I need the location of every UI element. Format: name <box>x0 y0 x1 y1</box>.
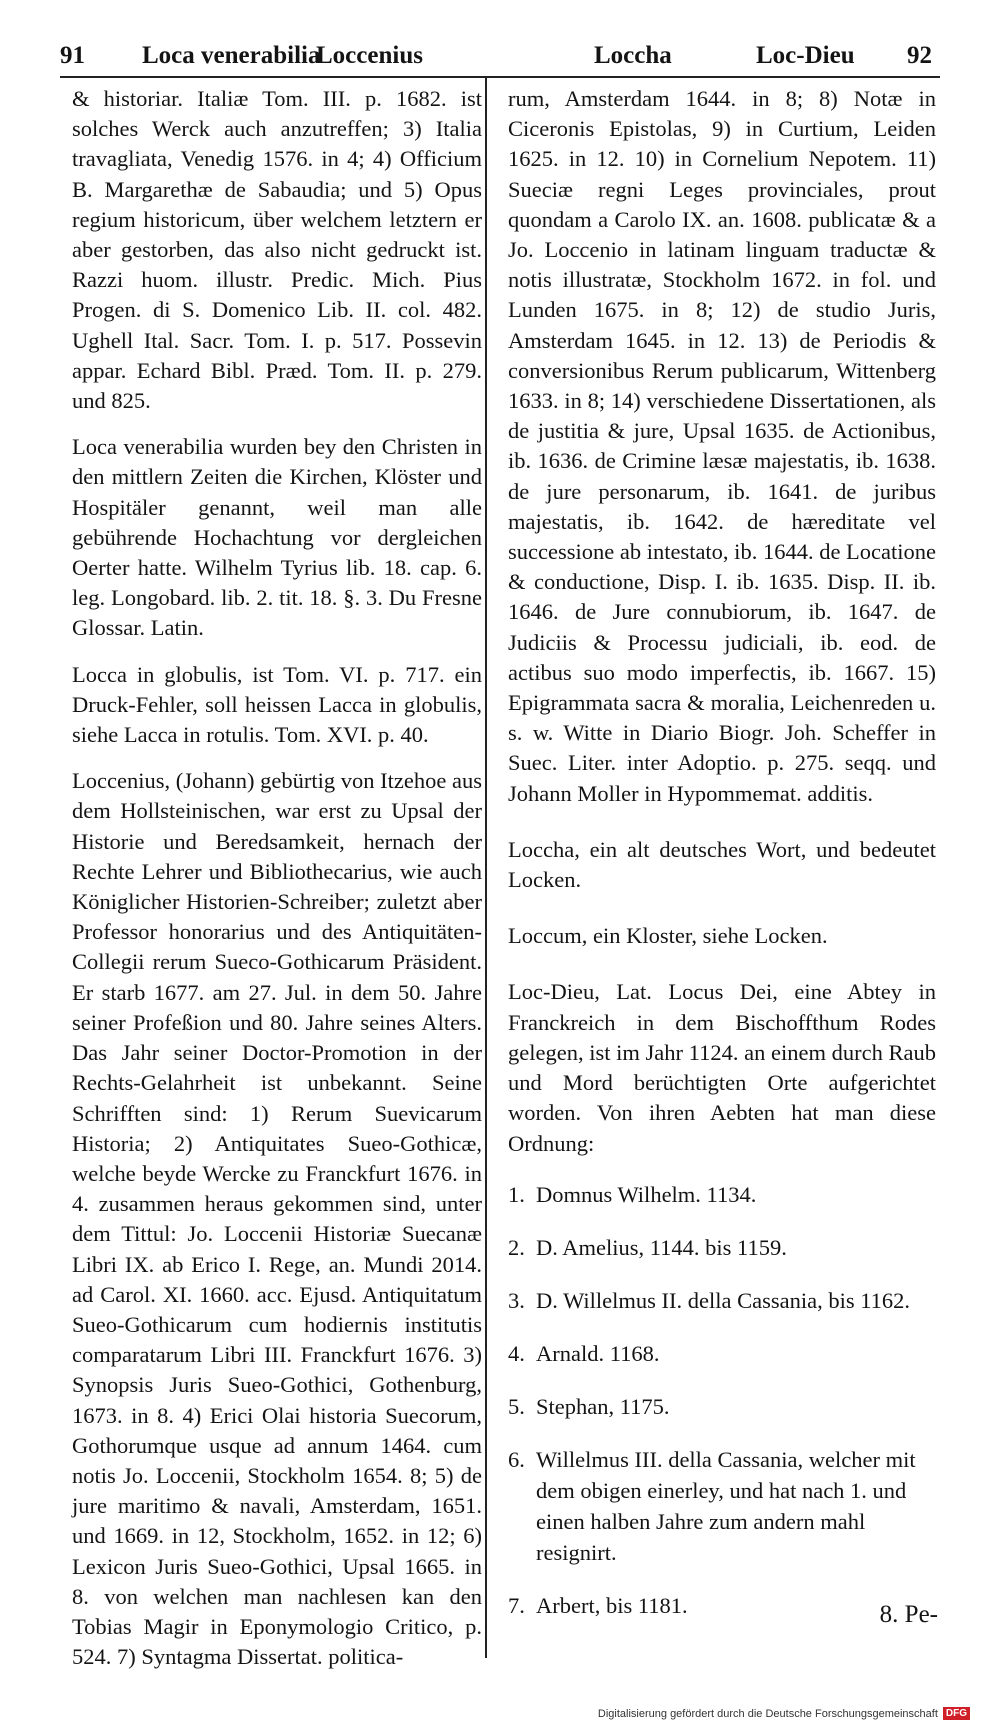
list-text: D. Willelmus II. della Cassania, bis 1162. <box>536 1287 911 1313</box>
entry-loc-dieu: Loc-Dieu, Lat. Locus Dei, eine Abtey in Franckreich in dem Bischoffthum Rodes gelegen, ist im Jahr 1124. an einem durch Raub und Mord berüchtigten Orte aufgerichtet worden. Von ihren Aebten hat man diese Ordnung: <box>508 979 936 1156</box>
page-number-left: 91 <box>60 42 85 69</box>
column-divider <box>485 78 487 1658</box>
footer <box>598 1707 970 1720</box>
list-item <box>508 1232 936 1263</box>
list-item <box>508 1179 936 1210</box>
abbots-list <box>508 1179 936 1621</box>
right-column <box>508 84 936 1643</box>
list-number: 4. <box>508 1340 525 1366</box>
list-number: 3. <box>508 1287 525 1313</box>
list-number: 5. <box>508 1393 525 1419</box>
list-item <box>508 1338 936 1369</box>
left-column <box>72 84 482 1672</box>
list-number: 2. <box>508 1234 525 1260</box>
entry-continuation: & historiar. Italiæ Tom. III. p. 1682. ist solches Werck auch anzutreffen; 3) Italia travagliata, Venedig 1576. in 4; 4) Officium B. Margarethæ de Sabaudia; und 5) Opus regium historicum, über welchem letztern er aber gestorben, das also nicht gedruckt ist. Razzi huom. illustr. Predic. Mich. Pius Progen. di S. Domenico Lib. II. col. 482. Ughell Ital. Sacr. Tom. I. p. 517. Possevin appar. Echard Bibl. Præd. Tom. II. p. 279. und 825. <box>72 86 482 414</box>
list-number: 6. <box>508 1446 525 1472</box>
entry-locca-in-globulis: Locca in globulis, ist Tom. VI. p. 717. ein Druck-Fehler, soll heissen Lacca in globulis, siehe Lacca in rotulis. Tom. XVI. p. 40. <box>72 661 482 748</box>
list-item <box>508 1285 936 1316</box>
dfg-logo: DFG <box>943 1707 970 1720</box>
list-item <box>508 1444 936 1568</box>
footer-text: Digitalisierung gefördert durch die Deutsche Forschungsgemeinschaft <box>597 1707 938 1720</box>
page-number-right: 92 <box>907 42 932 69</box>
running-head-right-1: Loccha <box>594 42 672 69</box>
entry-loccha: Loccha, ein alt deutsches Wort, und bedeutet Locken. <box>508 836 936 893</box>
list-text: Arnald. 1168. <box>536 1340 660 1366</box>
entry-loccum: Loccum, ein Kloster, siehe Locken. <box>508 923 828 949</box>
catchword: 8. Pe- <box>879 1601 938 1628</box>
running-head-left-2: Loccenius <box>316 42 423 69</box>
list-text: Domnus Wilhelm. 1134. <box>536 1181 757 1207</box>
list-text: D. Amelius, 1144. bis 1159. <box>536 1234 787 1260</box>
running-head-left-1: Loca venerabilia <box>142 42 321 69</box>
list-number: 1. <box>508 1181 525 1207</box>
entry-loca-venerabilia: Loca venerabilia wurden bey den Christen in den mittlern Zeiten die Kirchen, Klöster und Hospitäler genannt, weil man alle gebührende Hochachtung vor dergleichen Oerter hatte. Wilhelm Tyrius lib. 18. cap. 6. leg. Longobard. lib. 2. tit. 18. §. 3. Du Fresne Glossar. Latin. <box>72 434 482 641</box>
list-item <box>508 1391 936 1422</box>
list-item <box>508 1590 936 1621</box>
list-text: Arbert, bis 1181. <box>536 1592 688 1618</box>
list-number: 7. <box>508 1592 525 1618</box>
entry-loccenius: Loccenius, (Johann) gebürtig von Itzehoe aus dem Hollsteinischen, war erst zu Upsal der Historie und Beredsamkeit, hernach der Rechte Lehrer und Bibliothecarius, wie auch Königlicher Historien-Schreiber; zuletzt aber Professor honorarius und des Antiquitäten-Collegii rerum Sueco-Gothicarum Präsident. Er starb 1677. am 27. Jul. in dem 50. Jahre seiner Profeßion und 80. Jahre seines Alters. Das Jahr seiner Doctor-Promotion in der Rechts-Gelahrheit ist unbekannt. Seine Schrifften sind: 1) Rerum Suevicarum Historia; 2) Antiquitates Sueo-Gothicæ, welche beyde Wercke zu Franckfurt 1676. in 4. zusammen heraus gekommen sind, unter dem Tittul: Jo. Loccenii Historiæ Suecanæ Libri IX. ab Erico I. Rege, an. Mundi 2014. ad Carol. XI. 1660. acc. Ejusd. Antiquitatum Sueo-Gothicarum cum hodiernis institutis comparatarum Libri III. Franckfurt 1676. 3) Synopsis Juris Sueo-Gothici, Gothenburg, 1673. in 8. 4) Erici Olai historia Suecorum, Gothorumque usque ad annum 1464. cum notis Jo. Loccenii, Stockholm 1654. 8; 5) de jure maritimo & navali, Amsterdam, 1651. und 1669. in 12, Stockholm, 1652. in 12; 6) Lexicon Juris Sueo-Gothici, Upsal 1665. in 8. von welchen man nachlesen kan den Tobias Magir in Eponymologio Critico, p. 524. 7) Syntagma Dissertat. politica- <box>72 768 482 1670</box>
list-text: Willelmus III. della Cassania, welcher mit dem obigen einerley, und hat nach 1. und einen halben Jahre zum andern mahl resignirt. <box>536 1446 916 1565</box>
running-head-right-2: Loc-Dieu <box>756 42 855 69</box>
entry-loccenius-continued: rum, Amsterdam 1644. in 8; 8) Notæ in Ciceronis Epistolas, 9) in Curtium, Leiden 1625. in 12. 10) in Cornelium Nepotem. 11) Sueciæ regni Leges provinciales, prout quondam a Carolo IX. an. 1608. publicatæ & a Jo. Loccenio in latinam linguam traductæ & notis illustratæ, Stockholm 1672. in fol. und Lunden 1675. in 8; 12) de studio Juris, Amsterdam 1645. in 12. 13) de Periodis & conversionibus Rerum publicarum, Wittenberg 1633. in 8; 14) verschiedene Dissertationen, als de justitia & jure, Upsal 1635. de Actionibus, ib. 1636. de Crimine læsæ majestatis, ib. 1638. de jure personarum, ib. 1641. de juribus majestatis, ib. 1642. de hæreditate vel successione ab intestato, ib. 1644. de Locatione & conductione, Disp. I. ib. 1635. Disp. II. ib. 1646. de Jure connubiorum, ib. 1647. de Judiciis & Processu judiciali, ib. eod. de actibus suo modo imperfectis, ib. 1667. 15) Epigrammata sacra & moralia, Leichenreden u. s. w. Witte in Diario Biogr. Joh. Scheffer in Suec. Liter. inter Adoptio. p. 275. seqq. und Johann Moller in Hypommemat. additis. <box>508 86 937 806</box>
header-rule <box>60 76 940 78</box>
list-text: Stephan, 1175. <box>536 1393 670 1419</box>
